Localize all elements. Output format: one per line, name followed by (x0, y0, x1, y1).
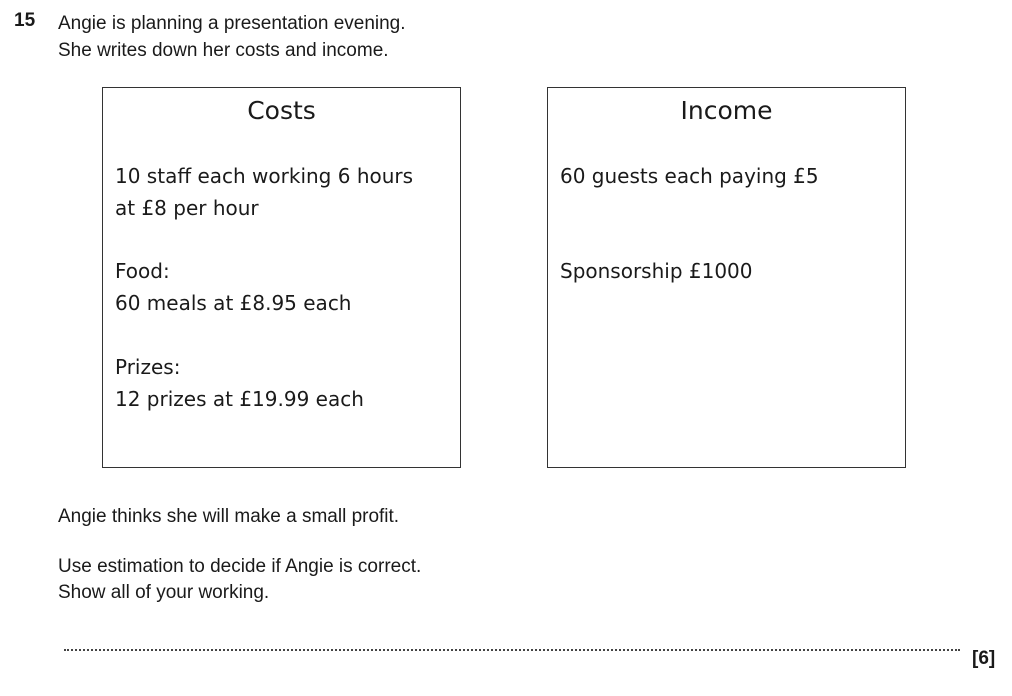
prizes-label: Prizes: (115, 355, 181, 379)
costs-box (102, 87, 461, 468)
intro-line-2: She writes down her costs and income. (58, 40, 389, 61)
income-box (547, 87, 906, 468)
food-label: Food: (115, 259, 170, 283)
marks-label: [6] (972, 648, 996, 669)
answer-line[interactable] (64, 649, 960, 651)
guests-income: 60 guests each paying £5 (560, 164, 819, 188)
task-line-1: Use estimation to decide if Angie is correct. (58, 556, 422, 577)
question-number: 15 (14, 10, 36, 31)
profit-statement: Angie thinks she will make a small profit. (58, 506, 400, 527)
food-detail: 60 meals at £8.95 each (115, 291, 352, 315)
staff-cost-line-1: 10 staff each working 6 hours (115, 164, 414, 188)
question-intro (58, 10, 406, 64)
costs-title: Costs (247, 96, 316, 125)
task-line-2: Show all of your working. (58, 582, 270, 603)
intro-line-1: Angie is planning a presentation evening. (58, 13, 406, 34)
income-title: Income (680, 96, 773, 125)
sponsorship-income: Sponsorship £1000 (560, 259, 753, 283)
prizes-detail: 12 prizes at £19.99 each (115, 387, 364, 411)
task-instructions (58, 554, 421, 606)
staff-cost-line-2: at £8 per hour (115, 196, 259, 220)
